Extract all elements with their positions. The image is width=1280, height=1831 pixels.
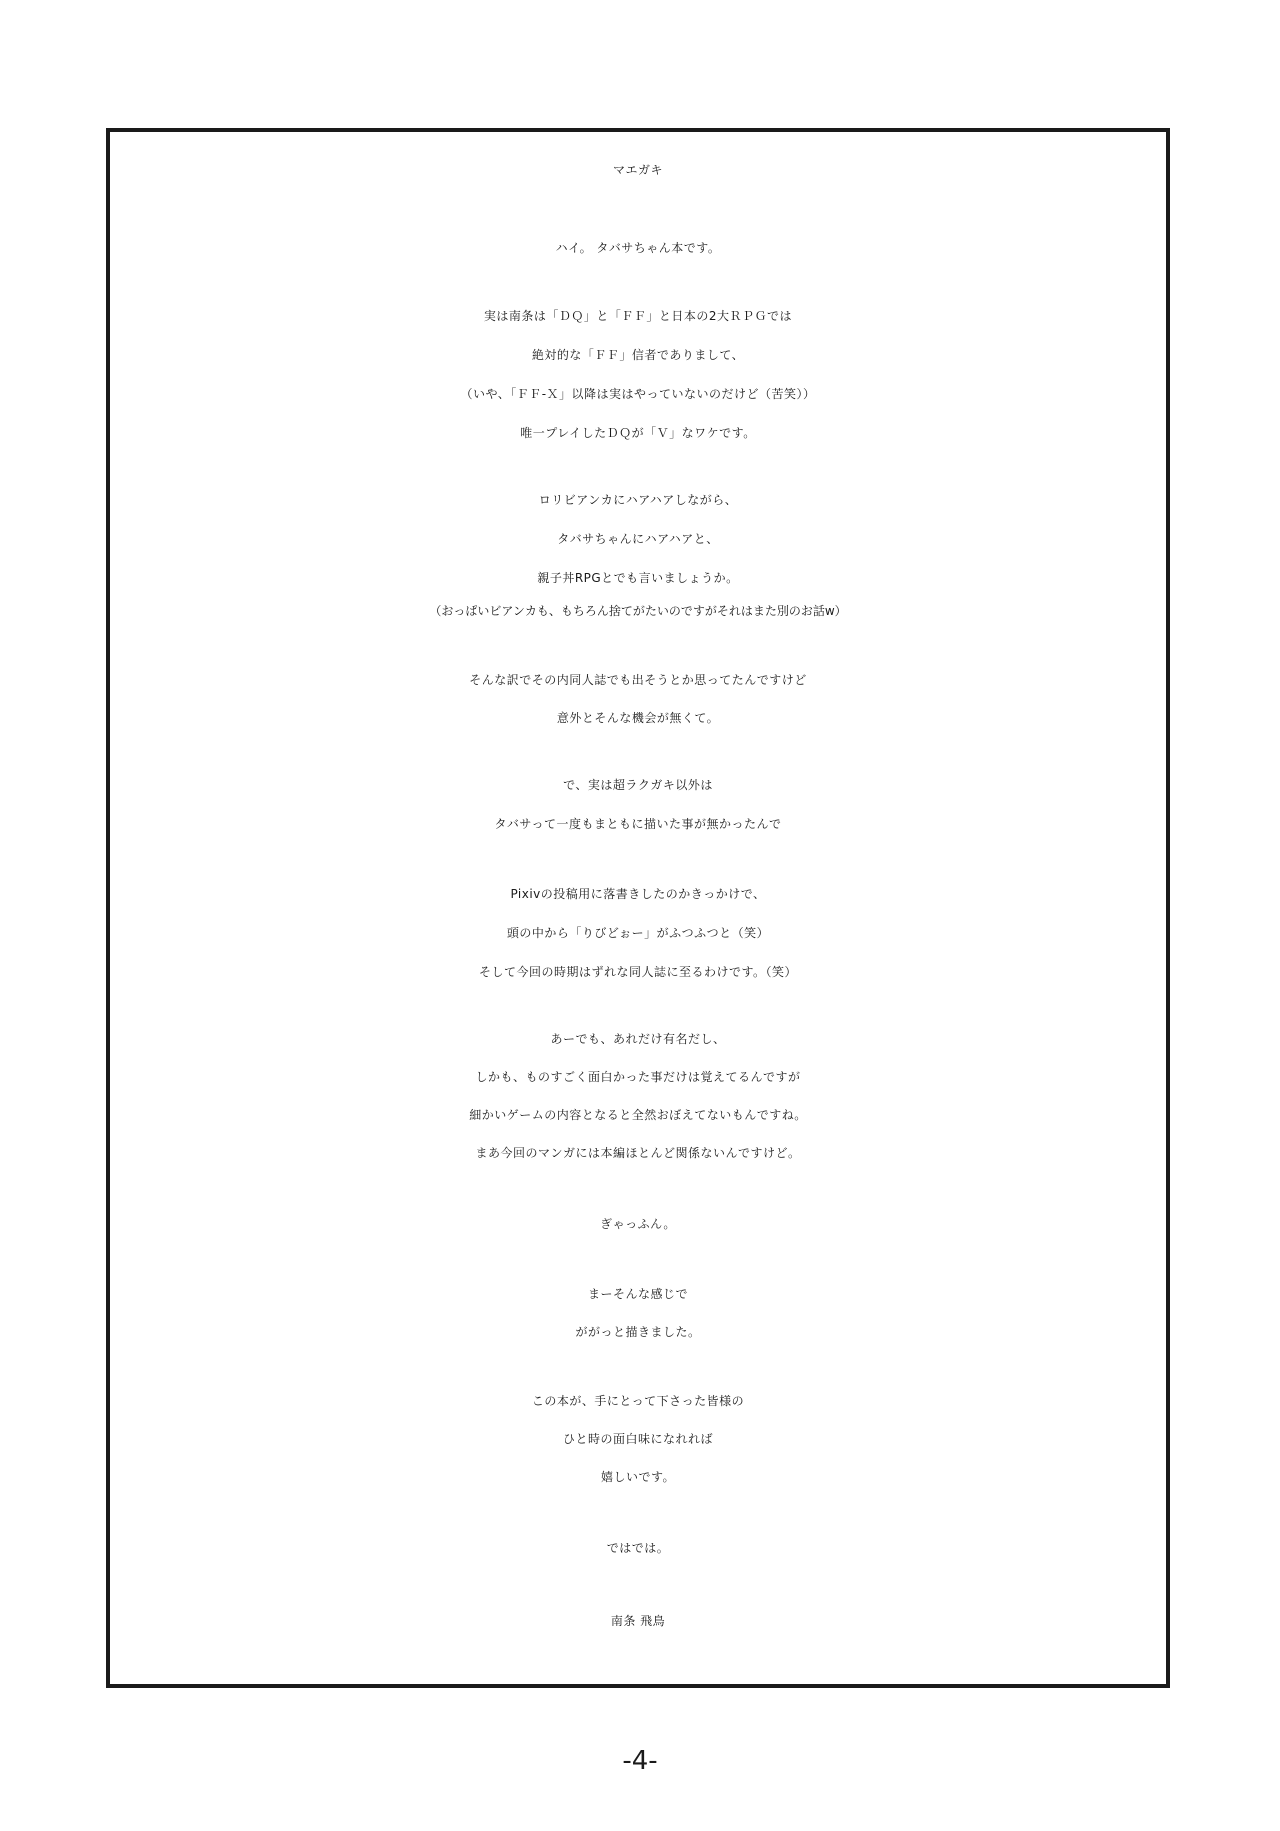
paragraph-9-line-1: まーそんな感じで xyxy=(587,1287,688,1301)
page-title: マエガキ xyxy=(612,163,663,177)
paragraph-3-line-1: ロリビアンカにハアハアしながら、 xyxy=(538,493,738,507)
paragraph-3-line-2: タバサちゃんにハアハアと、 xyxy=(557,532,719,546)
paragraph-6-line-2: 頭の中から「りびどぉー」がふつふつと（笑） xyxy=(506,926,770,940)
paragraph-7-line-4: まあ今回のマンガには本編ほとんど関係ないんですけど。 xyxy=(475,1146,801,1160)
closing-line: ではでは。 xyxy=(606,1541,670,1555)
paragraph-2-line-2: 絶対的な「ＦＦ」信者でありまして、 xyxy=(531,348,745,362)
aside-note: （おっぱいビアンカも、もちろん捨てがたいのですがそれはまた別のお話w） xyxy=(429,604,847,618)
paragraph-4-line-2: 意外とそんな機会が無くて。 xyxy=(556,711,720,725)
paragraph-7-line-3: 細かいゲームの内容となると全然おぼえてないもんですね。 xyxy=(469,1108,807,1122)
paragraph-2-line-1: 実は南条は「ＤＱ」と「ＦＦ」と日本の2大ＲＰＧでは xyxy=(483,309,793,323)
paragraph-2-line-3: （いや、「ＦＦ-Ｘ」以降は実はやっていないのだけど（苦笑）） xyxy=(460,387,816,401)
paragraph-1-line-1: ハイ。 タバサちゃん本です。 xyxy=(555,241,721,255)
page-number: -4- xyxy=(622,1746,658,1776)
paragraph-7-line-2: しかも、ものすごく面白かった事だけは覚えてるんですが xyxy=(475,1070,801,1084)
paragraph-5-line-1: で、実は超ラクガキ以外は xyxy=(563,778,713,792)
paragraph-10-line-1: この本が、手にとって下さった皆様の xyxy=(531,1394,745,1408)
paragraph-5-line-2: タバサって一度もまともに描いた事が無かったんで xyxy=(494,817,782,831)
author-signature: 南条 飛鳥 xyxy=(610,1614,666,1628)
paragraph-9-line-2: ががっと描きました。 xyxy=(575,1325,701,1339)
paragraph-10-line-2: ひと時の面白味になれれば xyxy=(562,1432,713,1446)
paragraph-7-line-1: あーでも、あれだけ有名だし、 xyxy=(550,1032,726,1046)
paragraph-2-line-4: 唯一プレイしたＤＱが「Ｖ」なワケです。 xyxy=(520,426,756,440)
paragraph-3-line-3: 親子丼RPGとでも言いましょうか。 xyxy=(537,571,739,585)
paragraph-4-line-1: そんな訳でその内同人誌でも出そうとか思ってたんですけど xyxy=(469,673,807,687)
paragraph-8-line-1: ぎゃっふん。 xyxy=(600,1217,676,1231)
paragraph-6-line-3: そして今回の時期はずれな同人誌に至るわけです。（笑） xyxy=(478,965,798,979)
paragraph-6-line-1: Pixivの投稿用に落書きしたのかきっかけで、 xyxy=(510,887,766,901)
paragraph-10-line-3: 嬉しいです。 xyxy=(600,1470,676,1484)
